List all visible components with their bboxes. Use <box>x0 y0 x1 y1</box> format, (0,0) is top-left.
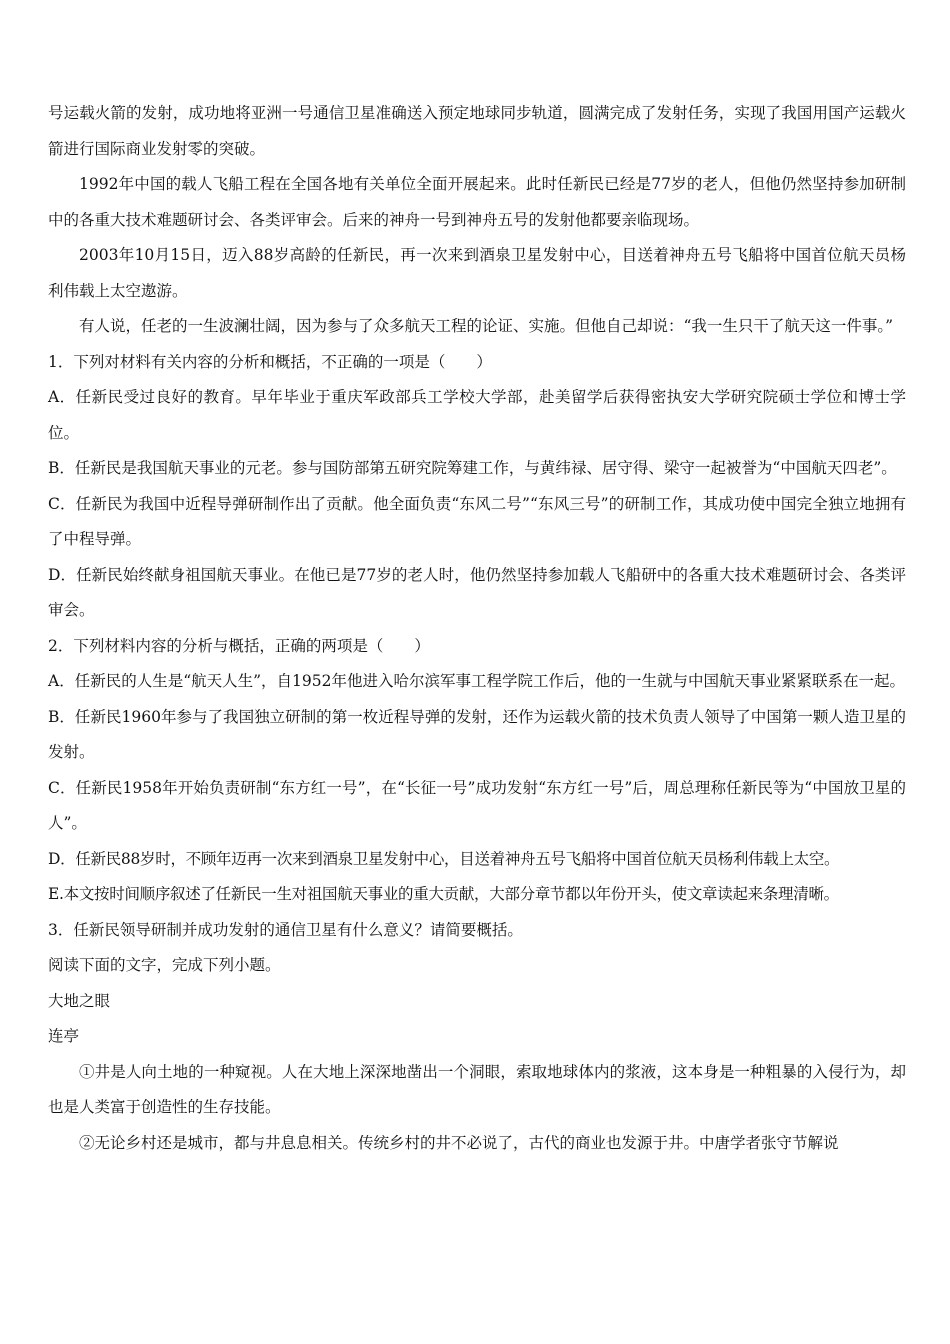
question-2-option-c: C．任新民1958年开始负责研制“东方红一号”，在“长征一号”成功发射“东方红一号”后，周总理称任新民等为“中国放卫星的人”。 <box>48 778 906 832</box>
reading-instruction: 阅读下面的文字，完成下列小题。 <box>48 956 281 974</box>
question-2-option-e: E.本文按时间顺序叙述了任新民一生对祖国航天事业的重大贡献，大部分章节都以年份开头，使文章读起来条理清晰。 <box>48 885 839 903</box>
question-1-option-b: B．任新民是我国航天事业的元老。参与国防部第五研究院筹建工作，与黄纬禄、居守得、梁守一起被誉为“中国航天四老”。 <box>48 459 897 477</box>
question-2-stem: 2．下列材料内容的分析与概括，正确的两项是（ ） <box>48 636 430 655</box>
paragraph-manned-spaceflight-1992: 1992年中国的载人飞船工程在全国各地有关单位全面开展起来。此时任新民已经是77岁的老人，但他仍然坚持参加研制中的各重大技术难题研讨会、各类评审会。后来的神舟一号到神舟五号的发射他都要亲临现场。 <box>48 175 906 229</box>
essay-author: 连亭 <box>48 1027 80 1045</box>
question-3: 3．任新民领导研制并成功发射的通信卫星有什么意义？请简要概括。 <box>48 920 523 939</box>
question-1-option-d: D．任新民始终献身祖国航天事业。在他已是77岁的老人时，他仍然坚持参加载人飞船研中的各重大技术难题研讨会、各类评审会。 <box>48 565 906 619</box>
essay-title: 大地之眼 <box>48 991 111 1010</box>
question-2-option-a: A．任新民的人生是“航天人生”，自1952年他进入哈尔滨军事工程学院工作后，他的一生就与中国航天事业紧紧联系在一起。 <box>48 672 905 690</box>
question-1-option-a: A．任新民受过良好的教育。早年毕业于重庆军政部兵工学校大学部，赴美留学后获得密执安大学研究院硕士学位和博士学位。 <box>48 388 906 442</box>
essay-paragraph-2: ②无论乡村还是城市，都与井息息相关。传统乡村的井不必说了，古代的商业也发源于井。中唐学者张守节解说 <box>79 1133 839 1152</box>
question-2-option-d: D．任新民88岁时，不顾年迈再一次来到酒泉卫星发射中心，目送着神舟五号飞船将中国首位航天员杨利伟载上太空。 <box>48 849 840 868</box>
question-1-option-c: C．任新民为我国中近程导弹研制作出了贡献。他全面负责“东风二号”“东风三号”的研制工作，其成功使中国完全独立地拥有了中程导弹。 <box>48 494 906 548</box>
question-1-stem: 1．下列对材料有关内容的分析和概括，不正确的一项是（ ） <box>48 352 492 371</box>
paragraph-shenzhou5-2003: 2003年10月15日，迈入88岁高龄的任新民，再一次来到酒泉卫星发射中心，目送着神舟五号飞船将中国首位航天员杨利伟载上太空遨游。 <box>48 246 906 300</box>
paragraph-rocket-launch: 号运载火箭的发射，成功地将亚洲一号通信卫星准确送入预定地球同步轨道，圆满完成了发射任务，实现了我国用国产运载火箭进行国际商业发射零的突破。 <box>48 104 906 158</box>
essay-paragraph-1: ①井是人向土地的一种窥视。人在大地上深深地凿出一个洞眼，索取地球体内的浆液，这本身是一种粗暴的入侵行为，却也是人类富于创造性的生存技能。 <box>48 1062 906 1116</box>
question-2-option-b: B．任新民1960年参与了我国独立研制的第一枚近程导弹的发射，还作为运载火箭的技术负责人领导了中国第一颗人造卫星的发射。 <box>48 707 906 761</box>
paragraph-one-thing-quote: 有人说，任老的一生波澜壮阔，因为参与了众多航天工程的论证、实施。但他自己却说：“我一生只干了航天这一件事。” <box>79 317 894 335</box>
